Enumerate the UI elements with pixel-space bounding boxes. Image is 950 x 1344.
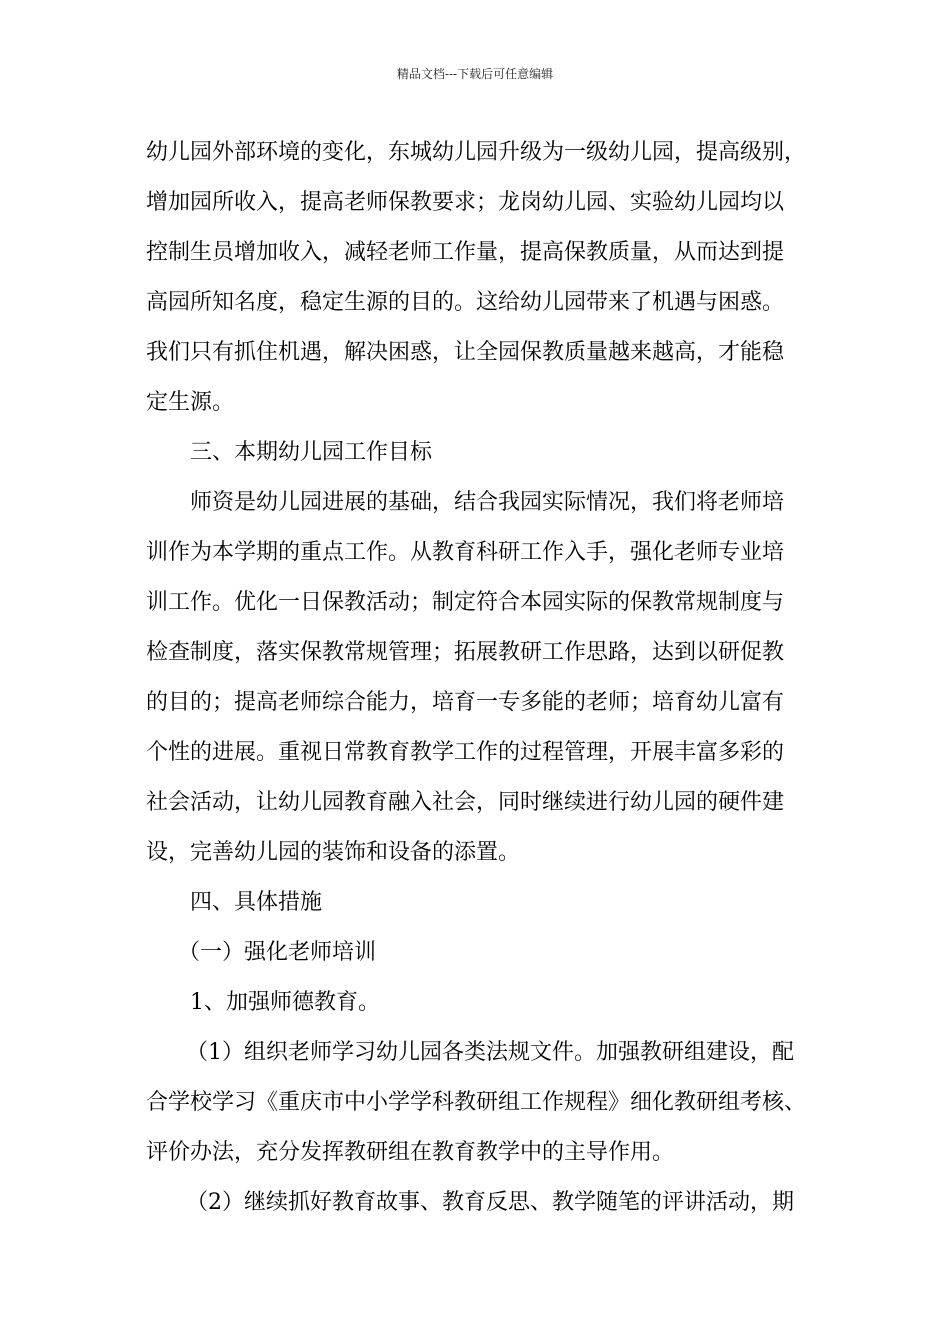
section-heading: 四、具体措施 xyxy=(190,890,323,915)
subsection-heading: （一）强化老师培训 xyxy=(178,940,377,965)
paragraph-line: 评价办法，充分发挥教研组在教育教学中的主导作用。 xyxy=(146,1140,675,1165)
paragraph-line: 设，完善幼儿园的装饰和设备的添置。 xyxy=(146,840,521,865)
paragraph-line: 我们只有抓住机遇，解决困惑，让全园保教质量越来越高，才能稳 xyxy=(146,340,785,365)
paragraph-line: 定生源。 xyxy=(146,390,235,415)
list-item-heading: 1、加强师德教育。 xyxy=(190,990,380,1015)
paragraph-line: 个性的进展。重视日常教育教学工作的过程管理，开展丰富多彩的 xyxy=(146,740,785,765)
paragraph-line: 合学校学习《重庆市中小学学科教研组工作规程》细化教研组考核、 xyxy=(146,1090,807,1115)
page-header: 精品文档---下载后可任意编辑 xyxy=(396,67,554,81)
paragraph-line: 增加园所收入，提高老师保教要求；龙岗幼儿园、实验幼儿园均以 xyxy=(146,190,785,215)
paragraph-line: 训作为本学期的重点工作。从教育科研工作入手，强化老师专业培 xyxy=(146,540,785,565)
paragraph-line: 幼儿园外部环境的变化，东城幼儿园升级为一级幼儿园，提高级别， xyxy=(146,140,807,165)
section-heading: 三、本期幼儿园工作目标 xyxy=(190,440,433,465)
document-body xyxy=(146,128,836,1228)
paragraph-line: 检查制度，落实保教常规管理；拓展教研工作思路，达到以研促教 xyxy=(146,640,785,665)
paragraph-line: （1）组织老师学习幼儿园各类法规文件。加强教研组建设，配 xyxy=(186,1040,794,1065)
paragraph-line: 的目的；提高老师综合能力，培育一专多能的老师；培育幼儿富有 xyxy=(146,690,785,715)
paragraph-line: 社会活动，让幼儿园教育融入社会，同时继续进行幼儿园的硬件建 xyxy=(146,790,785,815)
paragraph-line: 训工作。优化一日保教活动；制定符合本园实际的保教常规制度与 xyxy=(146,590,785,615)
paragraph-line: 师资是幼儿园进展的基础，结合我园实际情况，我们将老师培 xyxy=(190,490,785,515)
paragraph-line: （2）继续抓好教育故事、教育反思、教学随笔的评讲活动，期 xyxy=(186,1190,794,1215)
paragraph-line: 高园所知名度，稳定生源的目的。这给幼儿园带来了机遇与困惑。 xyxy=(146,290,785,315)
paragraph-line: 控制生员增加收入，减轻老师工作量，提高保教质量，从而达到提 xyxy=(146,240,785,265)
